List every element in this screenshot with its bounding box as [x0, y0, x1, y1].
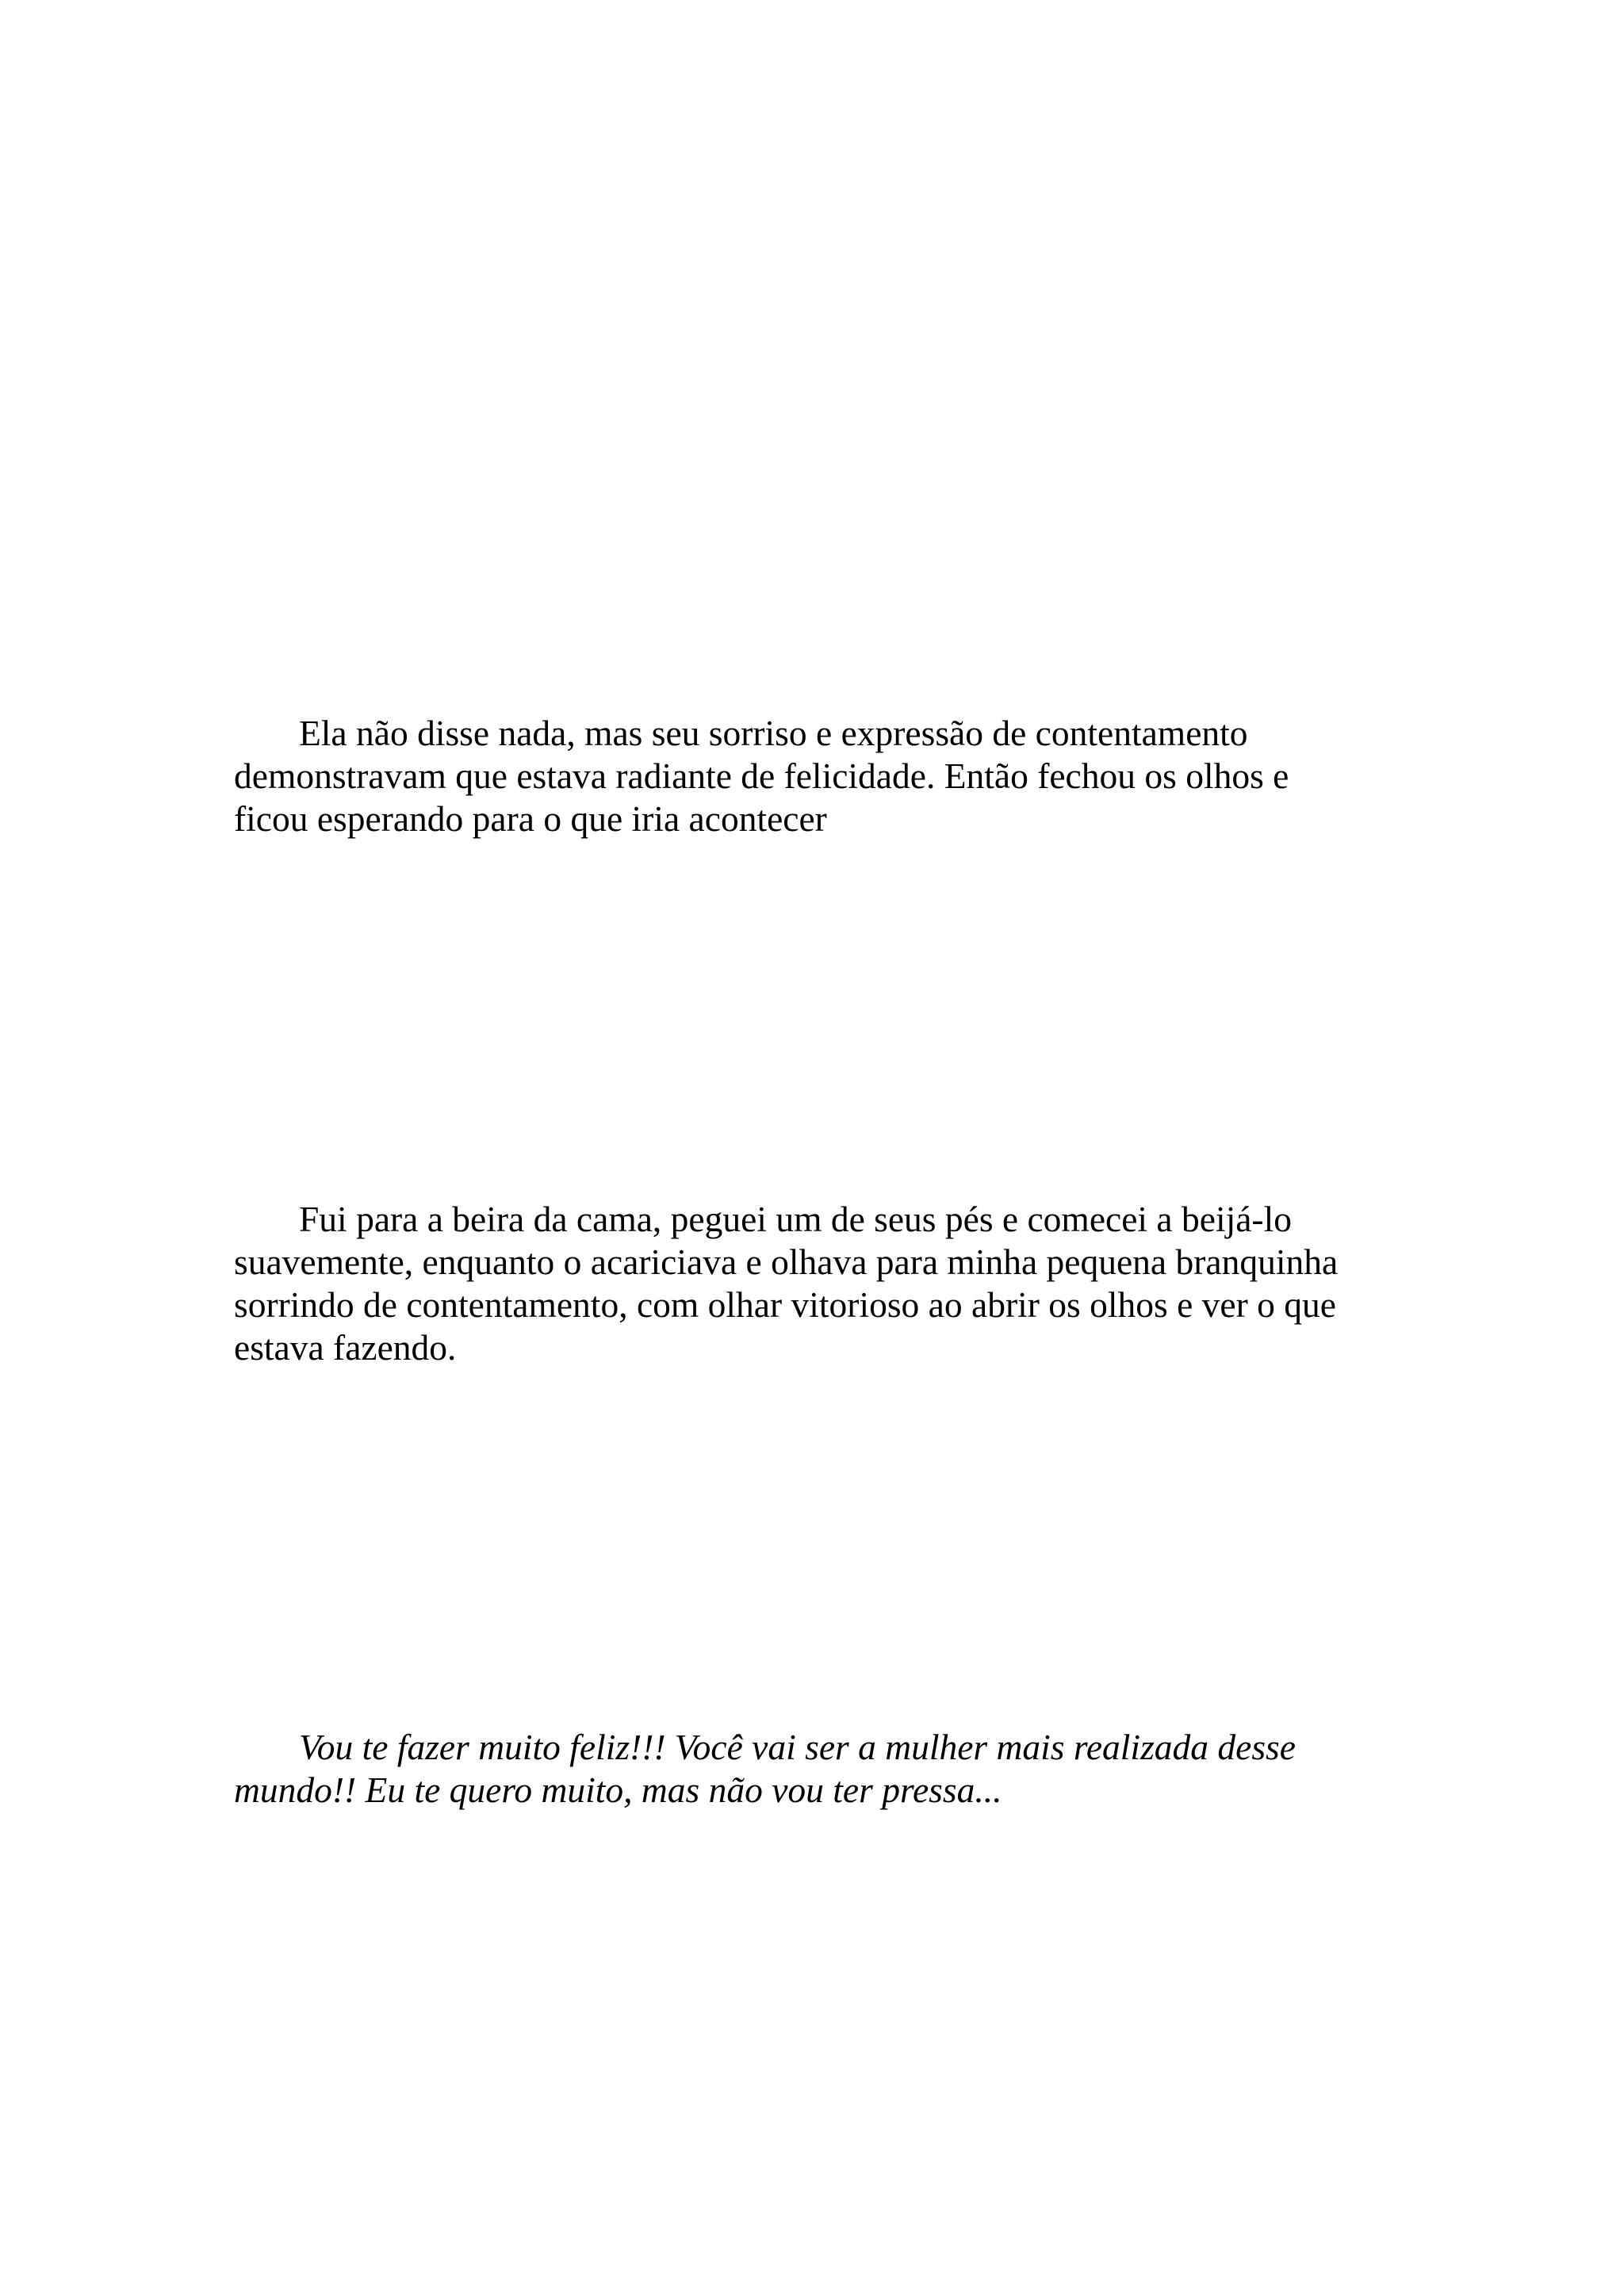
- paragraph-line: sorrindo de contentamento, com olhar vitorioso ao abrir os olhos e ver o que: [234, 1284, 1336, 1325]
- paragraph-line: estava fazendo.: [234, 1327, 457, 1368]
- paragraph-line: mundo!! Eu te quero muito, mas não vou ter pressa...: [234, 1770, 1002, 1810]
- paragraph-1: [234, 712, 1376, 840]
- paragraph-line: suavemente, enquanto o acariciava e olhava para minha pequena branquinha: [234, 1242, 1339, 1282]
- paragraph-line: ficou esperando para o que iria acontecer: [234, 798, 827, 839]
- paragraph-line: demonstravam que estava radiante de felicidade. Então fechou os olhos e: [234, 756, 1289, 796]
- paragraph-line: Fui para a beira da cama, peguei um de seus pés e comecei a beijá-lo: [299, 1199, 1292, 1239]
- paragraph-2: [234, 1198, 1376, 1369]
- paragraph-3-italic-quote: [234, 1726, 1376, 1812]
- paragraph-line: Ela não disse nada, mas seu sorriso e expressão de contentamento: [299, 713, 1248, 753]
- paragraph-line: Vou te fazer muito feliz!!! Você vai ser a mulher mais realizada desse: [299, 1727, 1296, 1767]
